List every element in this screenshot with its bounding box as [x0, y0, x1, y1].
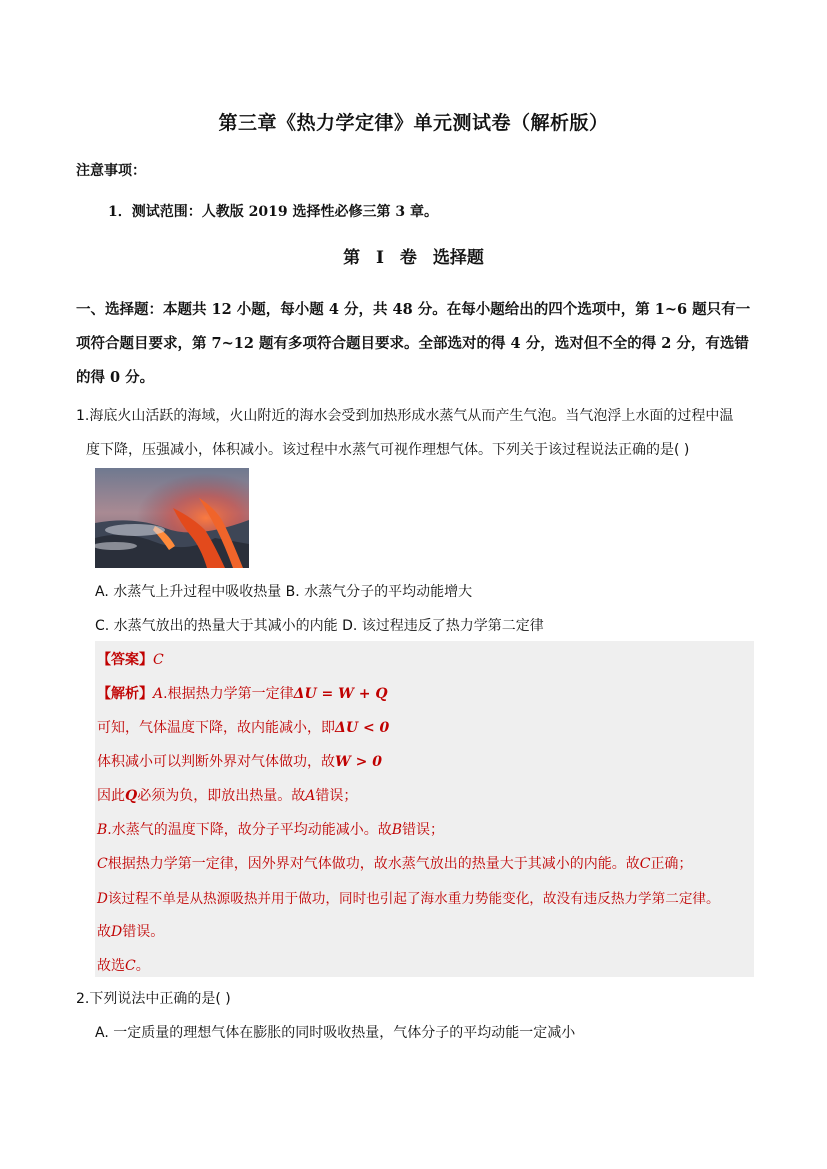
- notice-item: 1．测试范围：人教版 2019 选择性必修三第 3 章。: [108, 204, 438, 220]
- option-letter: A: [153, 686, 164, 702]
- analysis-tag: 【解析】: [97, 686, 153, 702]
- q1-analysis-line8: [97, 921, 164, 941]
- analysis-text: 故选: [97, 958, 125, 974]
- analysis-text: 该过程不单是从热源吸热并用于做功，同时也引起了海水重力势能变化，故没有违反热力学第二定律。: [107, 891, 720, 907]
- analysis-text: 错误。: [122, 924, 165, 940]
- option-letter: D: [111, 924, 123, 940]
- q1-answer-line: [97, 649, 164, 669]
- analysis-text: 可知，气体温度下降，故内能减小，即: [97, 720, 335, 736]
- option-letter: C: [125, 958, 136, 974]
- q1-analysis-line9: [97, 955, 150, 975]
- option-letter: C: [639, 856, 651, 872]
- analysis-text: 。: [135, 958, 150, 974]
- analysis-text: 故: [97, 924, 111, 940]
- formula-delta-u: ΔU < 0: [335, 720, 390, 736]
- q1-analysis-line3: [97, 751, 382, 771]
- option-letter: A: [305, 788, 316, 804]
- analysis-text: 体积减小可以判断外界对气体做功，故: [97, 754, 335, 770]
- section-title: 第 I 卷 选择题: [343, 248, 484, 268]
- page-title: 第三章《热力学定律》单元测试卷（解析版）: [218, 112, 609, 134]
- q1-options-line2: C. 水蒸气放出的热量大于其减小的内能 D. 该过程违反了热力学第二定律: [95, 618, 544, 634]
- q1-analysis-line2: [97, 717, 389, 737]
- q2-stem: 2.下列说法中正确的是( ): [76, 991, 231, 1007]
- analysis-text: 必须为负，即放出热量。故: [137, 788, 306, 804]
- analysis-text: 错误；: [315, 788, 358, 804]
- q1-analysis-line5: [97, 819, 444, 839]
- q1-analysis-line4: [97, 785, 357, 805]
- answer-value: C: [153, 652, 164, 668]
- instructions-paragraph: 一、选择题：本题共 12 小题，每小题 4 分，共 48 分。在每小题给出的四个选项中，第 1~6 题只有一项符合题目要求，第 7~12 题有多项符合题目要求。全部选对的得 4 分，选对但不全的得 2 分，有选错的得 0 分。: [76, 301, 751, 386]
- symbol-q: Q: [125, 788, 138, 804]
- q1-analysis-line7: [97, 887, 720, 907]
- notice-label: 注意事项：: [76, 163, 146, 179]
- analysis-text: 正确；: [650, 856, 693, 872]
- answer-tag: 【答案】: [97, 652, 153, 668]
- analysis-text: 错误；: [402, 822, 445, 838]
- volcano-lava-photo: [95, 468, 249, 568]
- analysis-text: 因此: [97, 788, 125, 804]
- option-letter: B: [97, 822, 108, 838]
- formula-work: W > 0: [335, 754, 382, 770]
- q1-analysis-line1: [97, 683, 388, 703]
- option-letter: C: [97, 856, 108, 872]
- q2-option-a: A. 一定质量的理想气体在膨胀的同时吸收热量，气体分子的平均动能一定减小: [95, 1025, 576, 1041]
- q1-stem-line2: 度下降，压强减小，体积减小。该过程中水蒸气可视作理想气体。下列关于该过程说法正确的是( ): [86, 442, 690, 458]
- q1-options-line1: A. 水蒸气上升过程中吸收热量 B. 水蒸气分子的平均动能增大: [95, 584, 473, 600]
- q1-analysis-line6: [97, 853, 692, 873]
- option-letter: B: [391, 822, 403, 838]
- analysis-text: .根据热力学第一定律: [163, 686, 294, 702]
- option-letter: D: [97, 891, 108, 907]
- analysis-text: 根据热力学第一定律，因外界对气体做功，故水蒸气放出的热量大于其减小的内能。故: [107, 856, 640, 872]
- formula-first-law: ΔU = W + Q: [293, 686, 388, 702]
- q1-answer-box: [95, 641, 754, 977]
- analysis-text: .水蒸气的温度下降，故分子平均动能减小。故: [107, 822, 392, 838]
- q1-stem-line1: 1.海底火山活跃的海域，火山附近的海水会受到加热形成水蒸气从而产生气泡。当气泡浮上水面的过程中温: [76, 408, 734, 424]
